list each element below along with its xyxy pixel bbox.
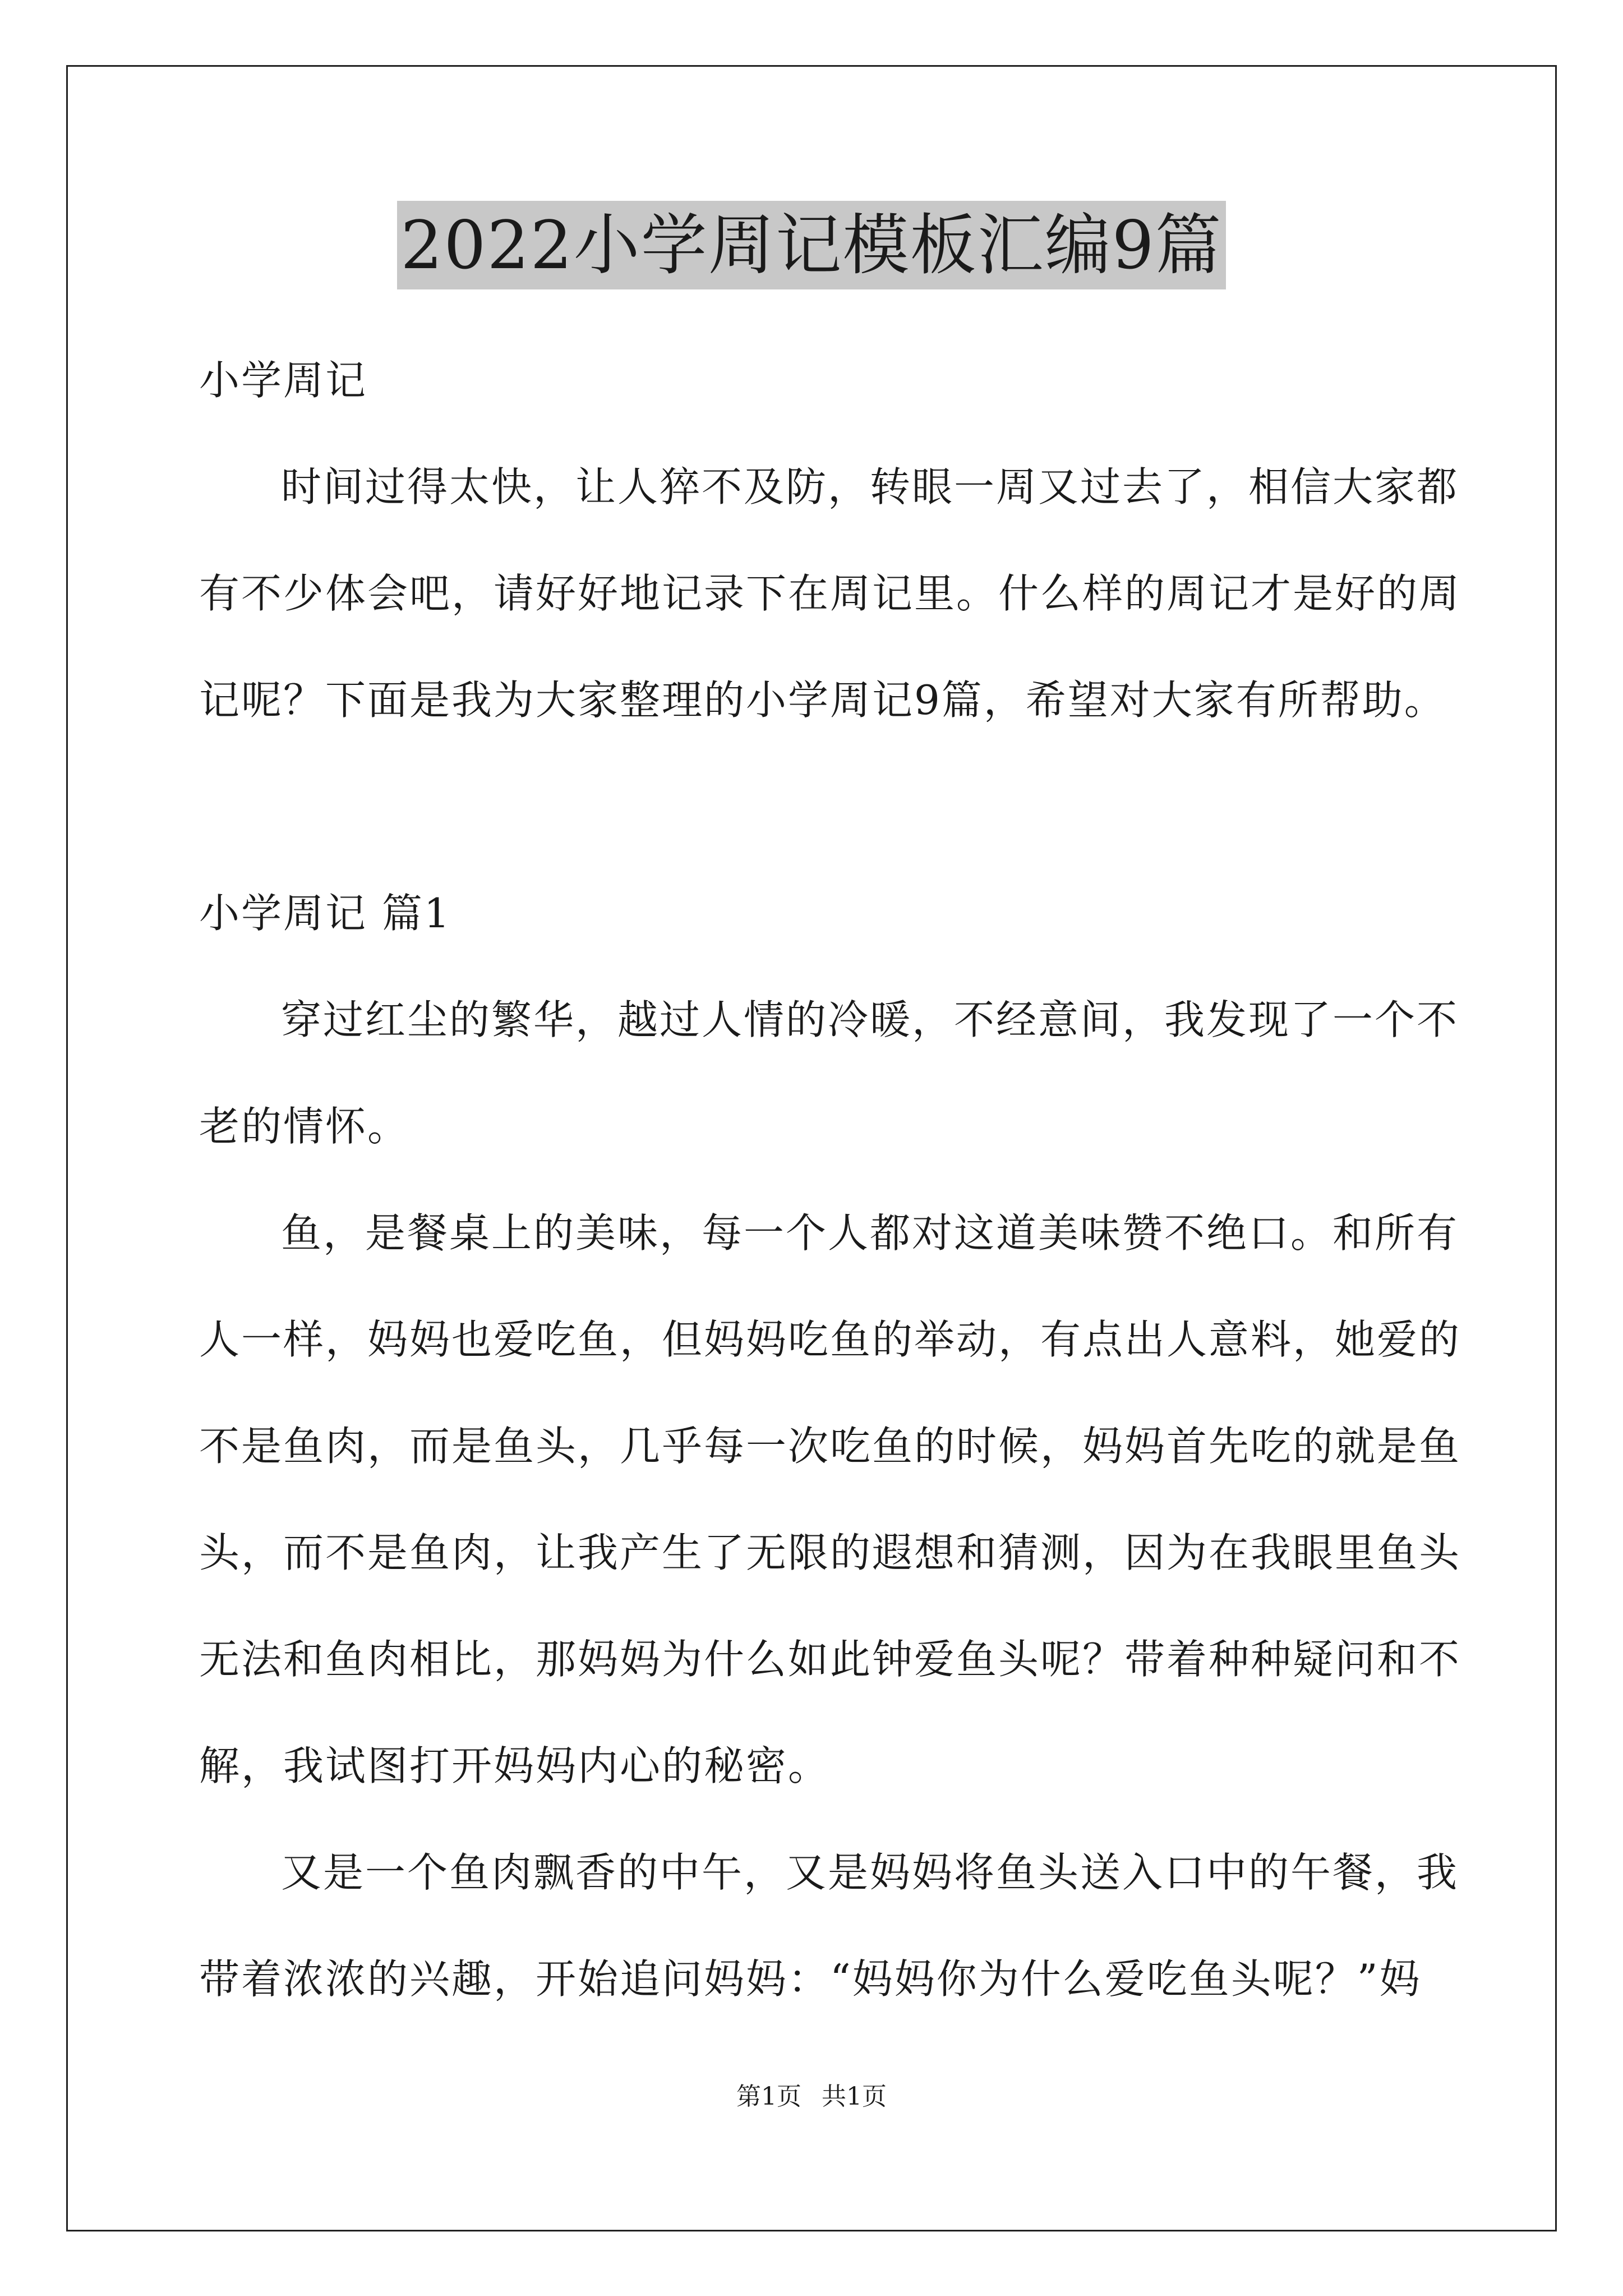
paragraph-line: 无法和鱼肉相比，那妈妈为什么如此钟爱鱼头呢？带着种种疑问和不 bbox=[199, 1636, 1461, 1683]
page-number-current: 第1页 bbox=[736, 2082, 801, 2111]
intro-line: 时间过得太快，让人猝不及防，转眼一周又过去了，相信大家都 bbox=[281, 463, 1459, 510]
paragraph-line: 穿过红尘的繁华，越过人情的冷暖，不经意间，我发现了一个不 bbox=[281, 996, 1459, 1043]
paragraph-line: 人一样，妈妈也爱吃鱼，但妈妈吃鱼的举动，有点出人意料，她爱的 bbox=[199, 1316, 1461, 1363]
intro-line: 记呢？下面是我为大家整理的小学周记9篇，希望对大家有所帮助。 bbox=[199, 677, 1446, 724]
intro-line: 有不少体会吧，请好好地记录下在周记里。什么样的周记才是好的周 bbox=[199, 570, 1461, 617]
paragraph-line: 解，我试图打开妈妈内心的秘密。 bbox=[199, 1742, 831, 1789]
paragraph-line: 老的情怀。 bbox=[199, 1103, 410, 1150]
paragraph-line: 带着浓浓的兴趣，开始追问妈妈：“妈妈你为什么爱吃鱼头呢？”妈 bbox=[199, 1955, 1422, 2003]
paragraph-line: 头，而不是鱼肉，让我产生了无限的遐想和猜测，因为在我眼里鱼头 bbox=[199, 1529, 1461, 1576]
page-footer bbox=[0, 2080, 1623, 2114]
page-number-total: 共1页 bbox=[822, 2082, 887, 2111]
section-heading: 小学周记 篇1 bbox=[199, 890, 451, 937]
paragraph-line: 鱼，是餐桌上的美味，每一个人都对这道美味赞不绝口。和所有 bbox=[281, 1209, 1459, 1257]
paragraph-line: 不是鱼肉，而是鱼头，几乎每一次吃鱼的时候，妈妈首先吃的就是鱼 bbox=[199, 1423, 1461, 1470]
document-title: 2022小学周记模板汇编9篇 bbox=[397, 201, 1225, 289]
paragraph-line: 又是一个鱼肉飘香的中午，又是妈妈将鱼头送入口中的午餐，我 bbox=[281, 1849, 1459, 1896]
heading-main: 小学周记 bbox=[199, 357, 368, 404]
title-container bbox=[0, 201, 1623, 289]
